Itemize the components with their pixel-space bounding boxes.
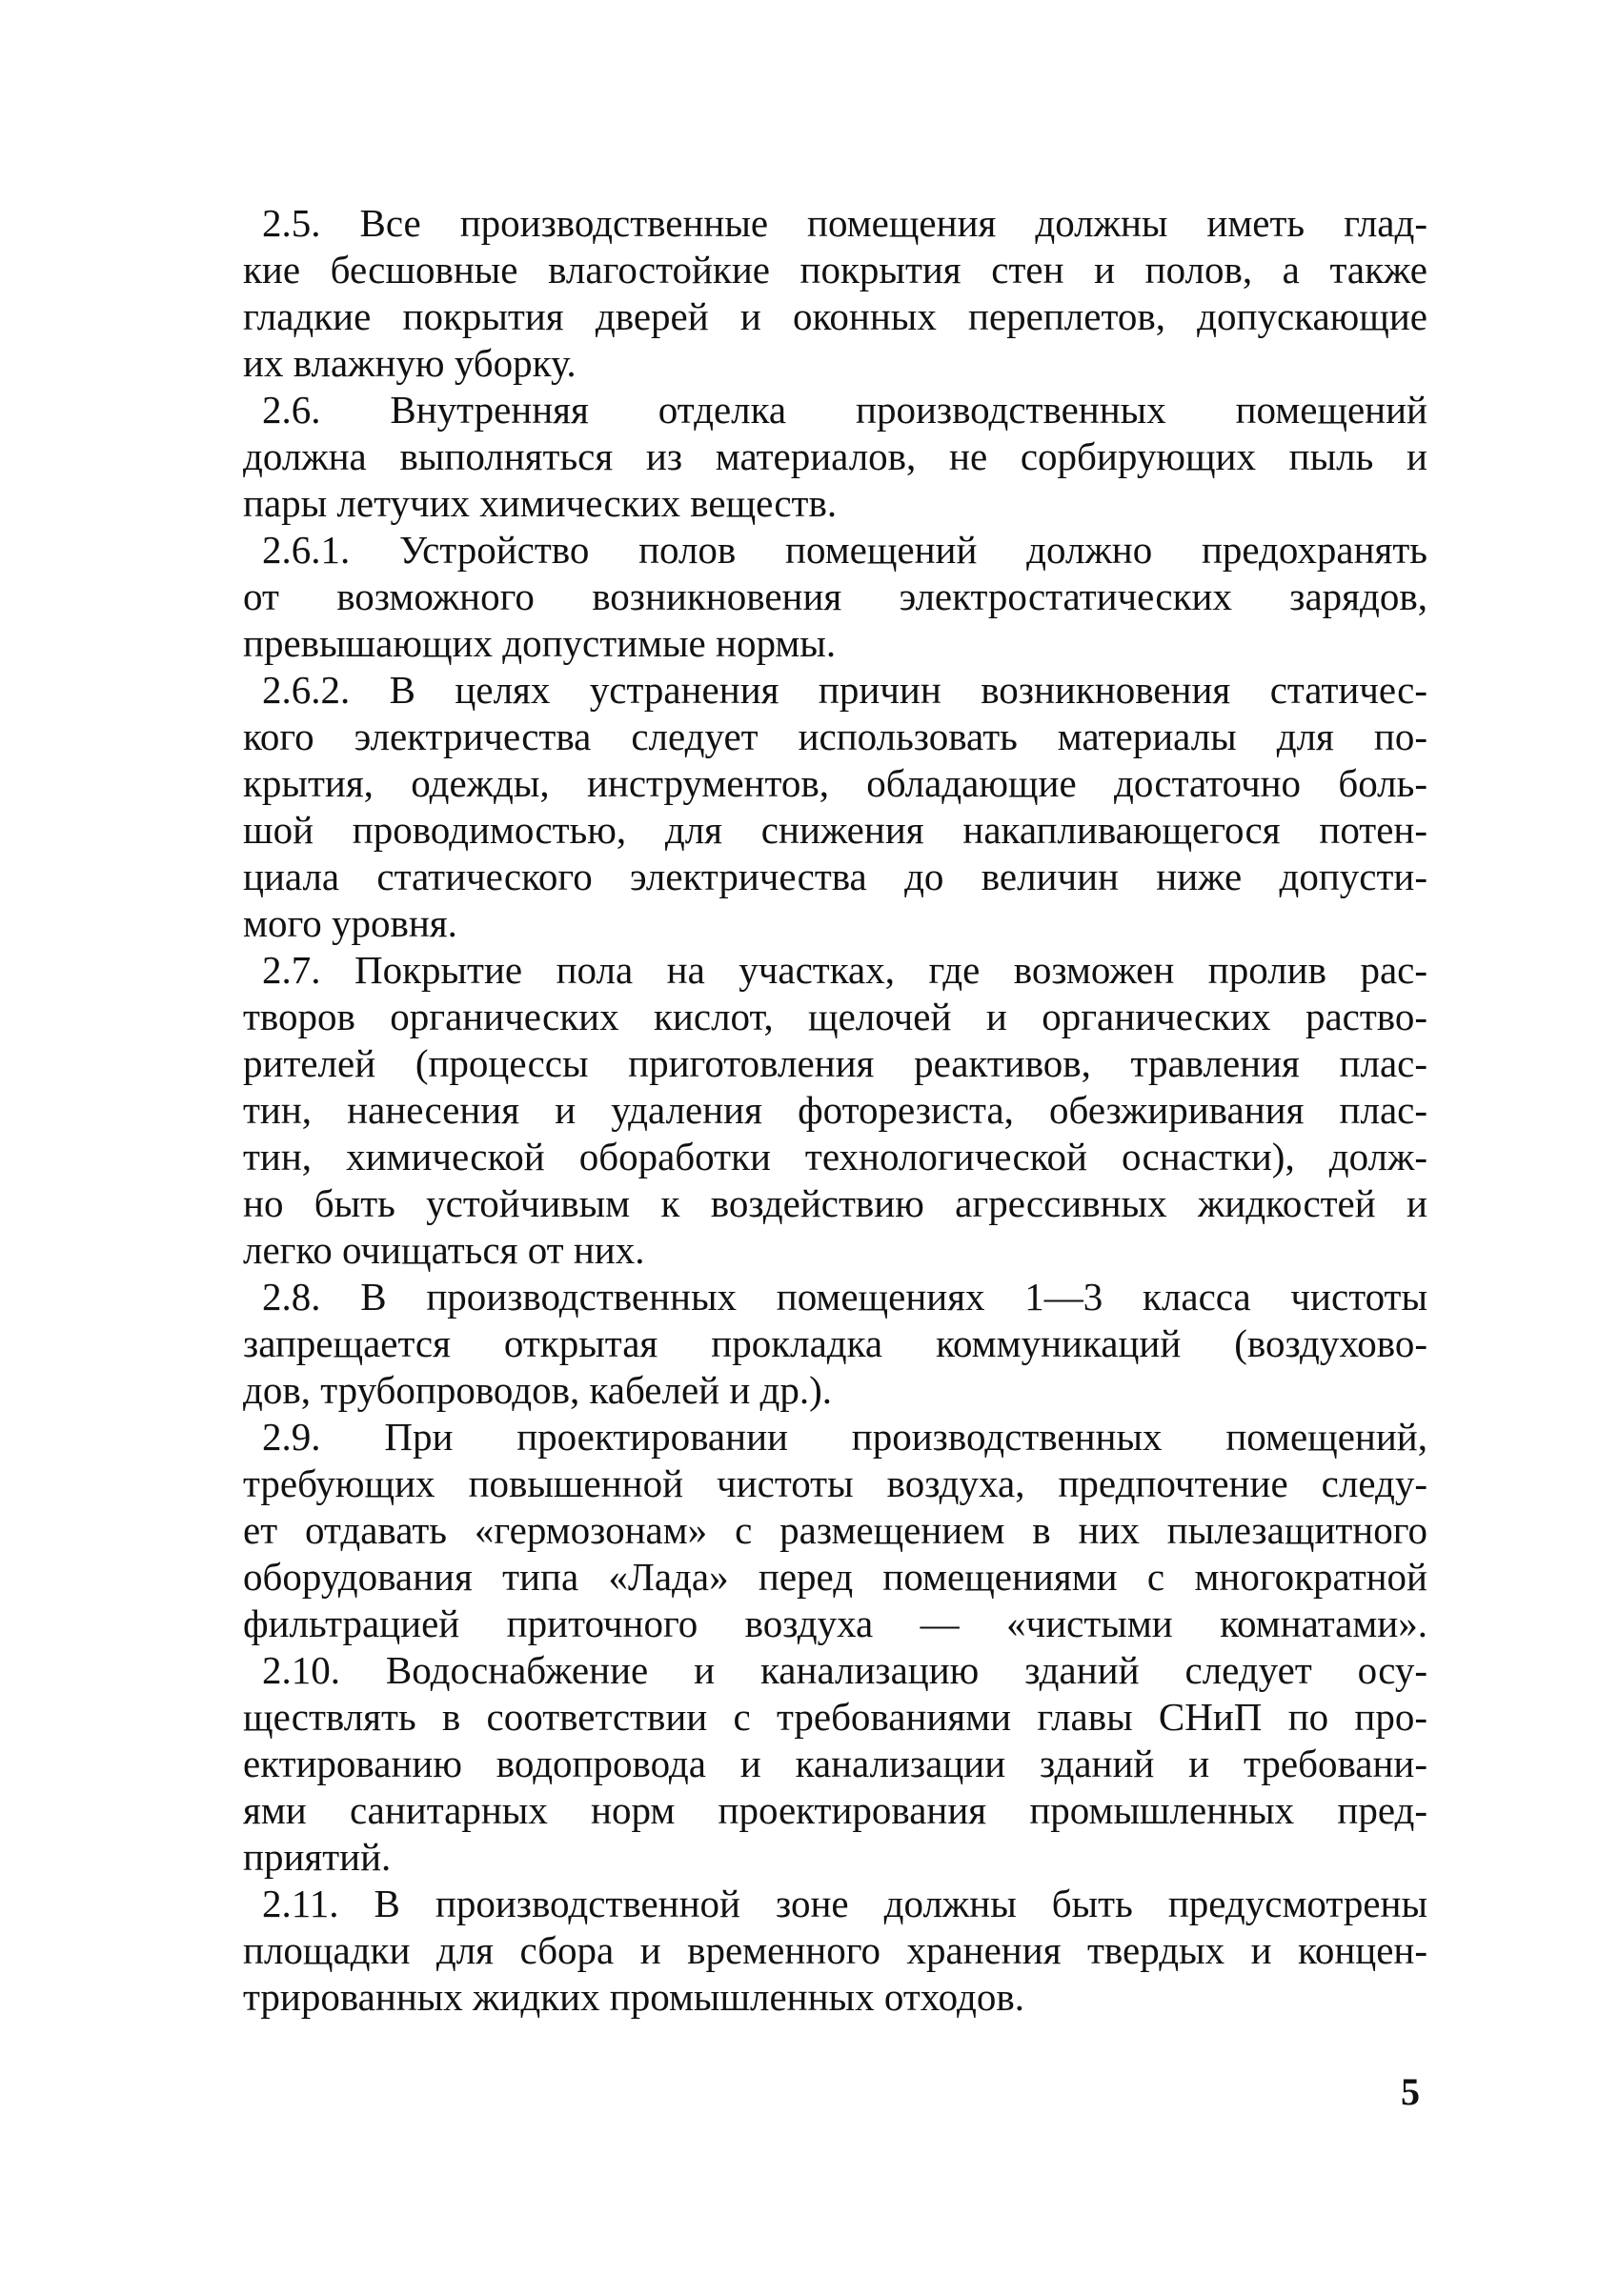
- text-line: 2.8. В производственных помещениях 1—3 класса чистоты: [262, 1275, 1427, 1319]
- paragraph-2-10: [243, 1647, 1427, 1881]
- text-line: от возможного возникновения электростатических зарядов,: [243, 574, 1427, 618]
- text-line: должна выполняться из материалов, не сорбирующих пыль и: [243, 434, 1427, 478]
- text-line: гладкие покрытия дверей и оконных переплетов, допускающие: [243, 294, 1427, 338]
- text-line: 2.6.1. Устройство полов помещений должно предохранять: [262, 528, 1427, 572]
- text-line: 2.9. При проектировании производственных помещений,: [262, 1415, 1427, 1459]
- page-number: 5: [1401, 2070, 1420, 2113]
- paragraph-2-6: [243, 387, 1427, 527]
- text-line: запрещается открытая прокладка коммуникаций (воздухово-: [243, 1321, 1427, 1365]
- text-line: мого уровня.: [243, 901, 457, 945]
- text-line: их влажную уборку.: [243, 341, 577, 385]
- text-line: ет отдавать «гермозонам» с размещением в них пылезащитного: [243, 1508, 1427, 1552]
- text-line: тин, нанесения и удаления фоторезиста, обезжиривания плас-: [243, 1088, 1427, 1132]
- text-line: легко очищаться от них.: [243, 1228, 645, 1272]
- text-line: циала статического электричества до величин ниже допусти-: [243, 855, 1427, 898]
- text-line: фильтрацией приточного воздуха — «чистыми комнатами».: [243, 1601, 1427, 1645]
- text-line: крытия, одежды, инструментов, обладающие достаточно боль-: [243, 761, 1427, 805]
- text-line: 2.5. Все производственные помещения должны иметь глад-: [262, 201, 1427, 245]
- paragraph-2-6-2: [243, 667, 1427, 947]
- paragraph-2-11: [243, 1881, 1427, 2021]
- text-line: ектированию водопровода и канализации зданий и требовани-: [243, 1742, 1427, 1785]
- text-line: дов, трубопроводов, кабелей и др.).: [243, 1368, 833, 1412]
- paragraph-2-6-1: [243, 527, 1427, 667]
- text-line: оборудования типа «Лада» перед помещениями с многократной: [243, 1555, 1427, 1599]
- text-line: площадки для сбора и временного хранения твердых и концен-: [243, 1928, 1427, 1972]
- paragraph-2-9: [243, 1414, 1427, 1647]
- text-line: превышающих допустимые нормы.: [243, 621, 837, 665]
- paragraph-2-7: [243, 947, 1427, 1274]
- text-line: кие бесшовные влагостойкие покрытия стен и полов, а также: [243, 248, 1427, 292]
- text-line: но быть устойчивым к воздействию агрессивных жидкостей и: [243, 1181, 1427, 1225]
- text-line: творов органических кислот, щелочей и органических раство-: [243, 995, 1427, 1038]
- text-line: тин, химической оборaботки технологической оснастки), долж-: [243, 1135, 1427, 1178]
- text-line: 2.7. Покрытие пола на участках, где возможен пролив рас-: [262, 948, 1427, 992]
- text-line: ществлять в соответствии с требованиями главы СНиП по про-: [243, 1695, 1427, 1739]
- paragraph-2-5: [243, 200, 1427, 387]
- text-line: трированных жидких промышленных отходов.: [243, 1975, 1024, 2019]
- text-line: пары летучих химических веществ.: [243, 481, 838, 525]
- text-line: 2.6.2. В целях устранения причин возникновения статичес-: [262, 668, 1427, 712]
- text-line: ями санитарных норм проектирования промышленных пред-: [243, 1788, 1427, 1832]
- paragraph-2-8: [243, 1274, 1427, 1414]
- page-body: [243, 200, 1427, 2021]
- text-line: шой проводимостью, для снижения накапливающегося потен-: [243, 808, 1427, 852]
- text-line: 2.11. В производственной зоне должны быть предусмотрены: [262, 1882, 1427, 1925]
- text-line: 2.6. Внутренняя отделка производственных помещений: [262, 388, 1427, 432]
- text-line: кого электричества следует использовать материалы для по-: [243, 715, 1427, 758]
- text-line: рителей (процессы приготовления реактивов, травления плас-: [243, 1041, 1427, 1085]
- text-line: требующих повышенной чистоты воздуха, предпочтение следу-: [243, 1461, 1427, 1505]
- text-line: приятий.: [243, 1835, 392, 1879]
- text-line: 2.10. Водоснабжение и канализацию зданий следует осу-: [262, 1648, 1427, 1692]
